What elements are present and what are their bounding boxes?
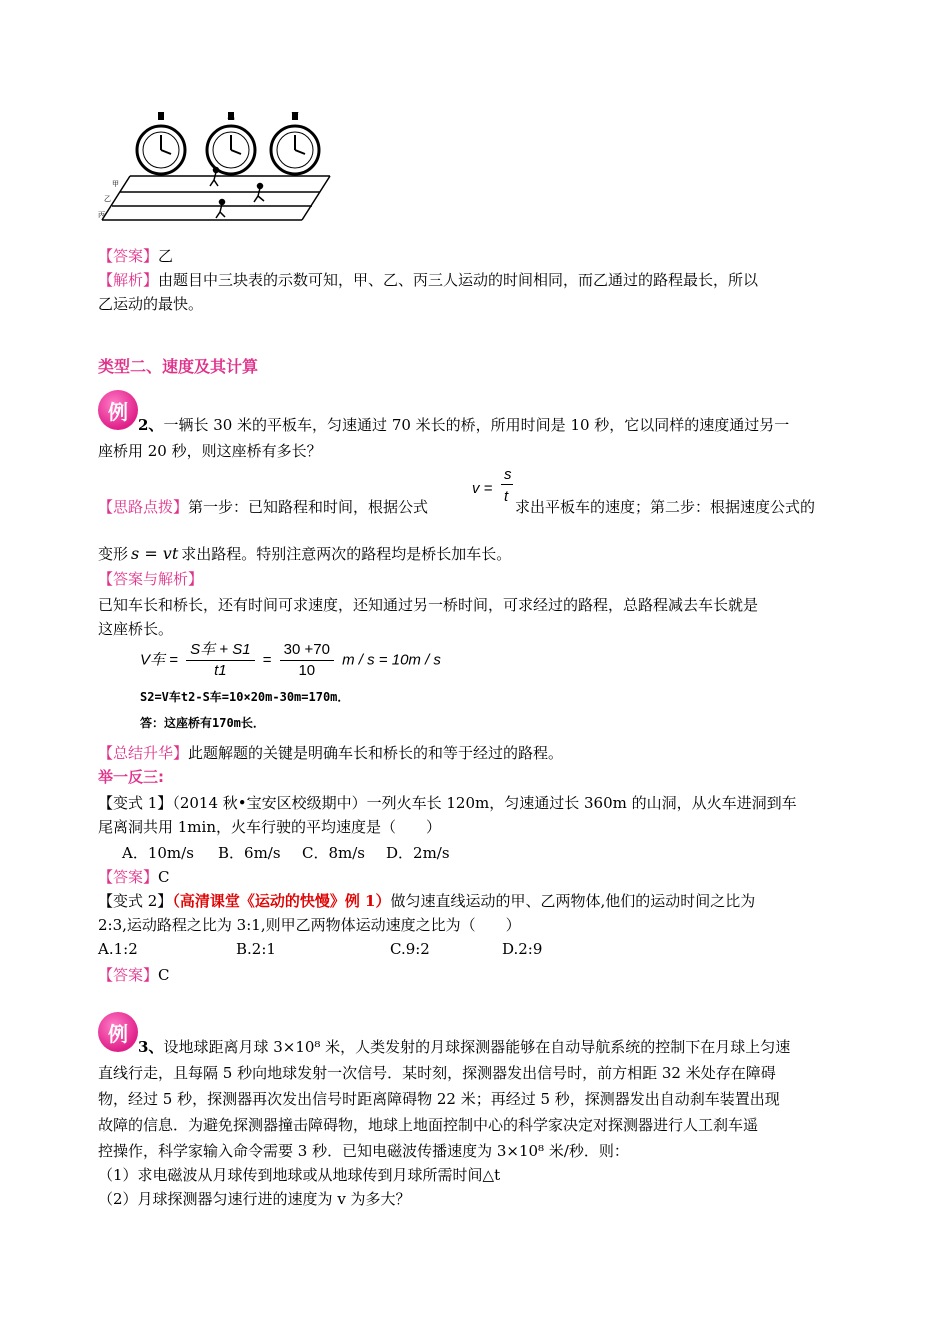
clock-label-bing: 丙	[291, 112, 299, 121]
example-badge-icon: 例	[98, 1012, 138, 1052]
analysis-text: 由题目中三块表的示数可知，甲、乙、丙三人运动的时间相同，而乙通过的路程最长，所以	[158, 271, 759, 289]
variant1-answer-tag: 【答案】	[98, 868, 159, 886]
stopwatch-track-figure	[98, 110, 338, 230]
answer-tag: 【答案】	[98, 247, 159, 265]
stopwatch-bing	[271, 112, 319, 174]
variant1-line2: 尾离洞共用 1min，火车行驶的平均速度是（ ）	[98, 818, 441, 836]
variant2-line2: 2:3,运动路程之比为 3:1,则甲乙两物体运动速度之比为（ ）	[98, 916, 521, 934]
lane-label-bing: 丙	[98, 211, 105, 219]
summary-tag: 【总结升华】	[98, 744, 189, 762]
variant2-option-c: C.9:2	[390, 940, 430, 958]
answer-analysis-tag: 【答案与解析】	[98, 570, 204, 588]
answer-text: 乙	[158, 247, 174, 265]
calc-den: t1	[214, 662, 227, 679]
variant2-source: （高清课堂《运动的快慢》例 1）	[172, 892, 391, 910]
q3-text: 设地球距离月球 3×10⁸ 米，人类发射的月球探测器能够在自动导航系统的控制下在月球上匀速	[163, 1038, 791, 1056]
runner-bing	[216, 200, 225, 219]
ju-yi-fan-san: 举一反三:	[98, 768, 164, 786]
solution-line2: 这座桥长。	[98, 620, 174, 638]
variant1-answer-text: C	[158, 868, 170, 886]
clock-label-yi: 乙	[227, 112, 235, 121]
calc-lhs: V车 =	[140, 651, 178, 669]
variant2-option-d: D.2:9	[502, 940, 543, 958]
calc-line3: 答：这座桥有170m长．	[140, 716, 265, 730]
variant2-options	[98, 938, 542, 960]
variant2-option-b: B.2:1	[236, 940, 276, 958]
formula-s: s	[504, 466, 512, 483]
q3-sub1: （1）求电磁波从月球传到地球或从地球传到月球所需时间△t	[98, 1166, 501, 1184]
q2-number: 2、	[138, 416, 164, 434]
q1-analysis	[98, 269, 758, 291]
q2-summary	[98, 742, 563, 764]
formula-t: t	[504, 488, 509, 505]
variant2-option-a: A.1:2	[98, 940, 138, 958]
q2-stem	[138, 414, 789, 436]
q1-analysis-line2: 乙运动的最快。	[98, 295, 204, 313]
solution-line1: 已知车长和桥长，还有时间可求速度，还知通过另一桥时间，可求经过的路程，总路程减去车长就是	[98, 596, 759, 614]
q2-hint-line2	[98, 543, 511, 565]
variant2-answer	[98, 964, 170, 986]
q2-hint	[98, 496, 428, 518]
summary-text: 此题解题的关键是明确车长和桥长的和等于经过的路程。	[188, 744, 564, 762]
lane-label-yi: 乙	[104, 195, 111, 203]
variant2-tag: 【变式 2】	[98, 892, 173, 910]
variant1-options	[122, 842, 450, 864]
q2-text: 一辆长 30 米的平板车，匀速通过 70 米长的桥，所用时间是 10 秒，它以同样的速度通过另一	[163, 416, 790, 434]
hint-part2: 求出平板车的速度；第二步：根据速度公式的	[515, 498, 816, 516]
velocity-calculation: V车 = $\frac{\text{S车 + S1}}{t1}$ = $\frac{30 +70}{10}$ m / s = 10m / s	[140, 641, 441, 679]
q3-line2: 直线行走，且每隔 5 秒向地球发射一次信号．某时刻，探测器发出信号时，前方相距 32 米处存在障碍	[98, 1064, 776, 1082]
formula-v: v =	[472, 480, 493, 497]
stopwatch-jia	[137, 112, 185, 174]
variant2-answer-tag: 【答案】	[98, 966, 159, 984]
variant1-option-c: C．8m/s	[302, 844, 365, 862]
hint-tag: 【思路点拨】	[98, 498, 189, 516]
analysis-tag: 【解析】	[98, 271, 159, 289]
q3-line3: 物，经过 5 秒，探测器再次发出信号时距离障碍物 22 米；再经过 5 秒，探测器发出自动刹车装置出现	[98, 1090, 780, 1108]
calc-den2: 10	[298, 662, 316, 679]
stopwatch-yi	[207, 112, 255, 174]
variant2-text: 做匀速直线运动的甲、乙两物体,他们的运动时间之比为	[390, 892, 756, 910]
q3-line4: 故障的信息．为避免探测器撞击障碍物，地球上地面控制中心的科学家决定对探测器进行人工刹车遥	[98, 1116, 759, 1134]
section-title: 类型二、速度及其计算	[98, 357, 259, 376]
q1-answer	[98, 245, 173, 267]
calc-rhs: m / s = 10m / s	[342, 651, 441, 669]
variant1-option-d: D．2m/s	[386, 844, 450, 862]
variant2-line1	[98, 890, 755, 912]
calc-num2: 30 +70	[280, 640, 334, 661]
variant1-option-a: A．10m/s	[122, 844, 194, 862]
variant1-text: （2014 秋•宝安区校级期中）一列火车长 120m，匀速通过长 360m 的山洞，从火车进洞到车	[172, 794, 797, 812]
q3-line5: 控操作，科学家输入命令需要 3 秒．已知电磁波传播速度为 3×10⁸ 米/秒．则：	[98, 1142, 629, 1160]
hint-formula2: s = vt	[131, 544, 179, 563]
q3-line1	[138, 1036, 790, 1058]
example-badge-icon: 例	[98, 390, 138, 430]
q3-number: 3、	[138, 1038, 164, 1056]
q3-sub2: （2）月球探测器匀速行进的速度为 v 为多大？	[98, 1190, 411, 1208]
calc-line2: S2=V车t2-S车=10×20m-30m=170m．	[140, 690, 350, 704]
lane-label-jia: 甲	[112, 180, 119, 188]
variant2-answer-text: C	[158, 966, 170, 984]
variant1-tag: 【变式 1】	[98, 794, 173, 812]
variant1-option-b: B．6m/s	[218, 844, 281, 862]
calc-num: S车 + S1	[186, 640, 254, 661]
clock-label-jia: 甲	[157, 112, 165, 121]
variant1-line1	[98, 792, 797, 814]
hint-line2-a: 变形	[98, 545, 129, 563]
q2-stem-line2: 座桥用 20 秒，则这座桥有多长？	[98, 442, 322, 460]
hint-line2-b: 求出路程。特别注意两次的路程均是桥长加车长。	[181, 545, 512, 563]
variant1-answer	[98, 866, 170, 888]
hint-part1: 第一步：已知路程和时间，根据公式	[188, 498, 429, 516]
